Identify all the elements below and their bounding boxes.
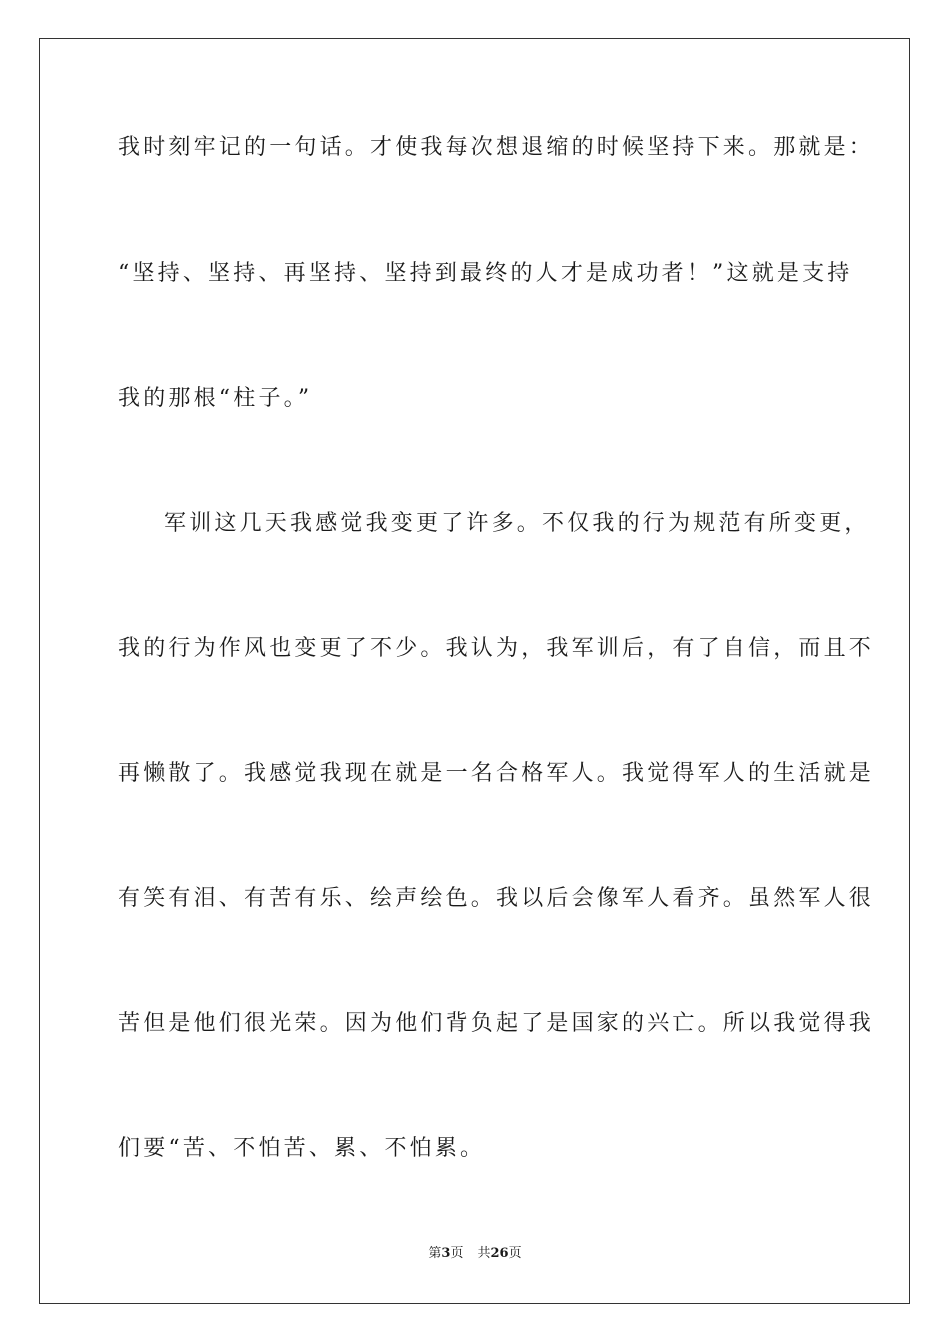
page-border <box>39 38 910 1304</box>
page-number: 3 <box>441 1246 451 1261</box>
paragraph-line: 有笑有泪、有苦有乐、绘声绘色。我以后会像军人看齐。虽然军人很 <box>118 886 875 911</box>
total-suffix: 页 <box>508 1246 522 1261</box>
page-suffix: 页 <box>450 1246 464 1261</box>
paragraph-line: 苦但是他们很光荣。因为他们背负起了是国家的兴亡。所以我觉得我 <box>118 1011 875 1036</box>
paragraph-line: 我的那根“柱子。” <box>118 386 313 411</box>
paragraph-line: “坚持、坚持、再坚持、坚持到最终的人才是成功者！”这就是支持 <box>118 261 853 286</box>
page-footer <box>0 1245 950 1263</box>
total-pages: 26 <box>490 1246 509 1261</box>
total-prefix: 共 <box>477 1246 491 1261</box>
page-prefix: 第 <box>428 1246 442 1261</box>
paragraph-line: 我时刻牢记的一句话。才使我每次想退缩的时候坚持下来。那就是： <box>118 135 875 160</box>
paragraph-line: 我的行为作风也变更了不少。我认为，我军训后，有了自信，而且不 <box>118 636 875 661</box>
paragraph-line: 们要“苦、不怕苦、累、不怕累。 <box>118 1136 486 1161</box>
paragraph-line: 军训这几天我感觉我变更了许多。不仅我的行为规范有所变更， <box>164 511 870 536</box>
paragraph-line: 再懒散了。我感觉我现在就是一名合格军人。我觉得军人的生活就是 <box>118 761 875 786</box>
